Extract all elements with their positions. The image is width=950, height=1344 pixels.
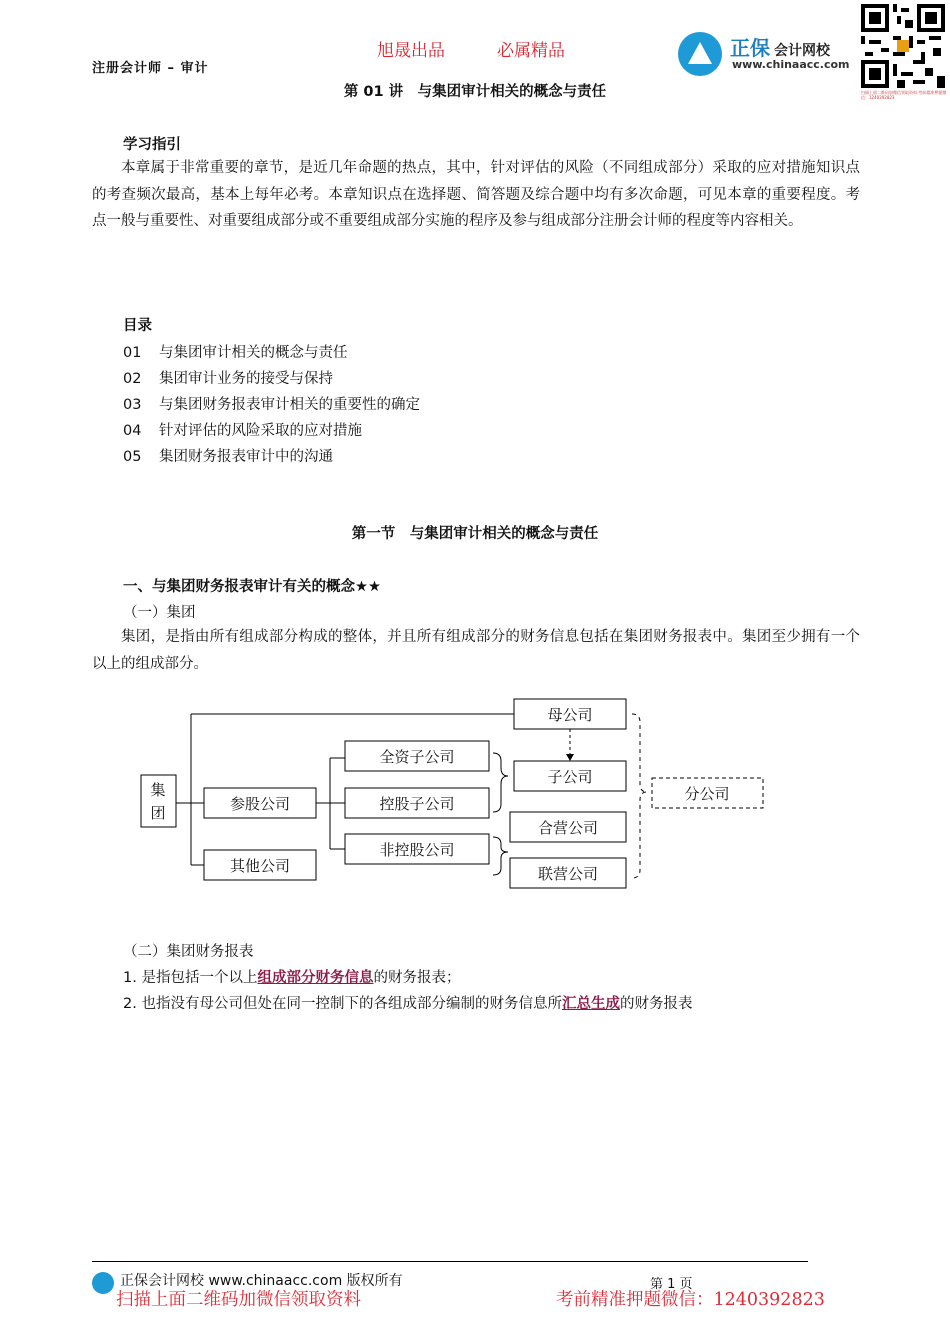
logo-subtitle: 会计网校 bbox=[774, 43, 830, 59]
logo-title: 正保 bbox=[730, 36, 770, 60]
brand-slogan-1: 旭晟出品 bbox=[377, 41, 445, 61]
qr-code-icon bbox=[861, 4, 945, 88]
brace-zi bbox=[493, 753, 508, 812]
brace-feikong bbox=[493, 837, 508, 875]
part1-subheading: （一）集团 bbox=[123, 605, 196, 621]
logo-mark-icon bbox=[678, 32, 722, 76]
toc-heading: 目录 bbox=[123, 318, 152, 334]
promo-right: 考前精准押题微信：1240392823 bbox=[556, 1290, 825, 1310]
footer-page-number: 第 1 页 bbox=[650, 1277, 693, 1292]
guide-heading: 学习指引 bbox=[123, 137, 181, 153]
label-lianying: 联营公司 bbox=[537, 865, 599, 883]
label-konggu: 控股子公司 bbox=[379, 795, 455, 813]
toc-item[interactable]: 01 与集团审计相关的概念与责任 bbox=[123, 345, 348, 361]
toc-item[interactable]: 03 与集团财务报表审计相关的重要性的确定 bbox=[123, 397, 420, 413]
toc-item[interactable]: 02 集团审计业务的接受与保持 bbox=[123, 371, 333, 387]
label-mugongsi: 母公司 bbox=[547, 706, 593, 724]
toc-item[interactable]: 04 针对评估的风险采取的应对措施 bbox=[123, 423, 362, 439]
chinaacc-logo bbox=[678, 28, 858, 78]
highlight-term: 组成部分财务信息 bbox=[257, 970, 374, 986]
promo-left: 扫描上面二维码加微信领取资料 bbox=[116, 1290, 361, 1310]
part2-subheading: （二）集团财务报表 bbox=[123, 944, 254, 960]
section-title: 第一节 与集团审计相关的概念与责任 bbox=[351, 526, 599, 542]
header-course-label: 注册会计师 – 审计 bbox=[92, 61, 209, 76]
lecture-title: 第 01 讲 与集团审计相关的概念与责任 bbox=[343, 84, 607, 100]
brand-slogan-2: 必属精品 bbox=[497, 41, 565, 61]
toc-item[interactable]: 05 集团财务报表审计中的沟通 bbox=[123, 449, 333, 465]
highlight-term: 汇总生成 bbox=[561, 996, 620, 1012]
brace-fengongsi bbox=[632, 714, 647, 878]
guide-paragraph: 本章属于非常重要的章节，是近几年命题的热点，其中，针对评估的风险（不同组成部分）采取的应对措施知识点的考查频次最高，基本上每年必考。本章知识点在选择题、简答题及综合题中均有多次命题，可见本章的重要程度。考点一般与重要性、对重要组成部分或不重要组成部分实施的程序及参与组成部分注册会计师的程度等内容相关。 bbox=[92, 160, 860, 229]
label-feikong: 非控股公司 bbox=[379, 841, 455, 859]
footer-divider bbox=[92, 1261, 808, 1262]
label-fengongsi: 分公司 bbox=[684, 785, 730, 803]
part2-item-2: 2. 也指没有母公司但处在同一控制下的各组成部分编制的财务信息所汇总生成的财务报表 bbox=[123, 996, 693, 1012]
footer-copyright: 正保会计网校 www.chinaacc.com 版权所有 bbox=[120, 1273, 403, 1289]
label-zigongsi: 子公司 bbox=[547, 768, 593, 786]
label-cangu: 参股公司 bbox=[229, 795, 291, 813]
label-group-2: 团 bbox=[150, 804, 166, 822]
logo-url: www.chinaacc.com bbox=[732, 58, 850, 71]
arrow-head-icon bbox=[566, 754, 574, 761]
part2-item-1: 1. 是指包括一个以上组成部分财务信息的财务报表； bbox=[123, 970, 461, 986]
group-structure-diagram bbox=[130, 692, 780, 898]
label-group-1: 集 bbox=[150, 781, 166, 799]
label-quanzi: 全资子公司 bbox=[379, 748, 455, 766]
label-hezi: 合营公司 bbox=[537, 819, 599, 837]
part1-paragraph: 集团，是指由所有组成部分构成的整体，并且所有组成部分的财务信息包括在集团财务报表中。集团至少拥有一个以上的组成部分。 bbox=[92, 629, 860, 672]
qr-note: 扫描上面二维码加微信领取资料 考前精准押题微信：1240392823 bbox=[861, 90, 947, 100]
footer-logo-icon bbox=[92, 1272, 114, 1294]
label-qita: 其他公司 bbox=[229, 857, 291, 875]
part1-heading: 一、与集团财务报表审计有关的概念★★ bbox=[123, 579, 381, 595]
